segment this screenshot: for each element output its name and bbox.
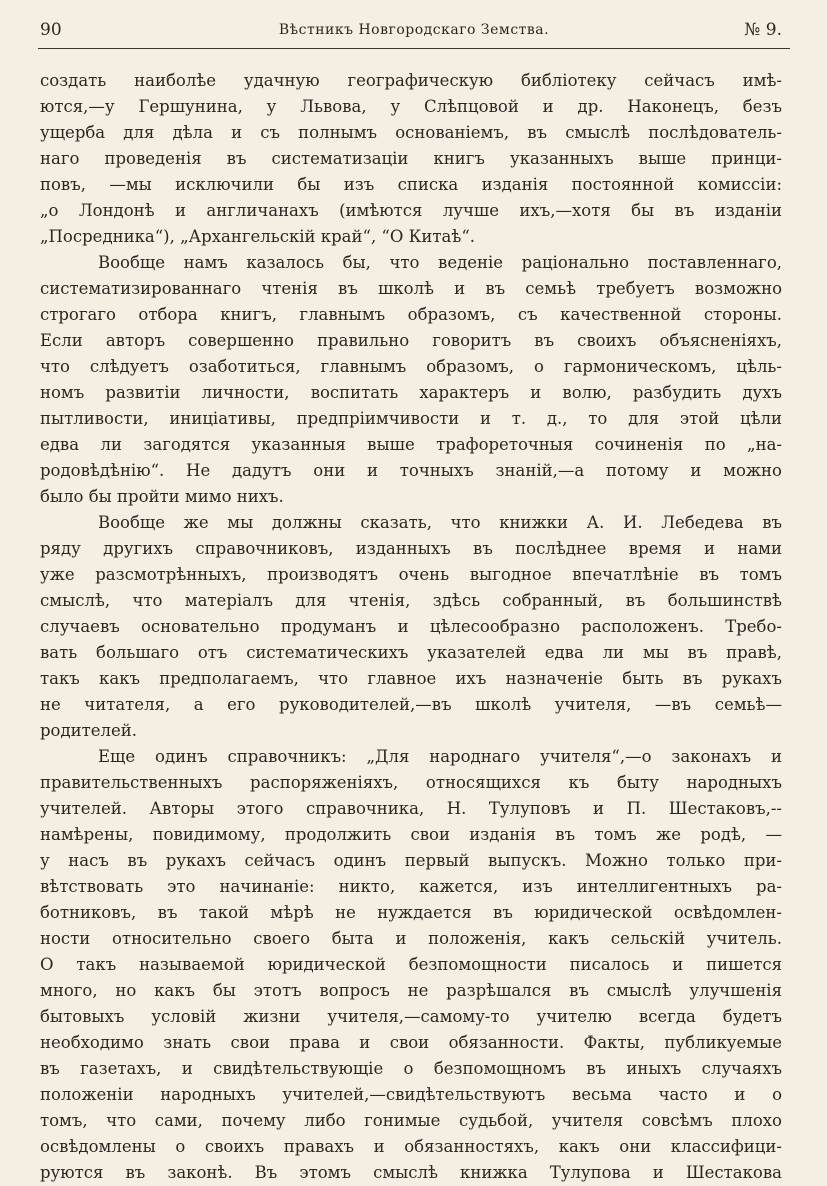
text-line: Вообще же мы должны сказать, что книжки А. И. Лебедева въ xyxy=(98,513,782,532)
text-line: ются,—у Гершунина, у Львова, у Слѣпцовой и др. Наконецъ, безъ xyxy=(40,97,782,116)
text-line: въ газетахъ, и свидѣтельствующіе о безпомощномъ въ иныхъ случаяхъ xyxy=(40,1059,782,1078)
text-line: не читателя, а его руководителей,—въ школѣ учителя, —въ семьѣ— xyxy=(40,695,782,714)
text-line: смыслѣ, что матеріалъ для чтенія, здѣсь собранный, въ большинствѣ xyxy=(40,591,782,610)
page-number: 90 xyxy=(40,20,62,40)
text-line: вать большаго отъ систематическихъ указателей едва ли мы въ правѣ, xyxy=(40,643,782,662)
text-line: было бы пройти мимо нихъ. xyxy=(40,487,284,506)
text-line: ности относительно своего быта и положенія, какъ сельскій учитель. xyxy=(40,929,782,948)
text-line: бытовыхъ условій жизни учителя,—самому-то учителю всегда будетъ xyxy=(40,1007,782,1026)
text-line: ущерба для дѣла и съ полнымъ основаніемъ, въ смыслѣ послѣдователь- xyxy=(40,123,782,142)
text-line: правительственныхъ распоряженіяхъ, относящихся къ быту народныхъ xyxy=(40,773,782,792)
text-line: Если авторъ совершенно правильно говоритъ въ своихъ объясненіяхъ, xyxy=(40,331,782,350)
text-line: создать наиболѣе удачную географическую библіотеку сейчасъ имѣ- xyxy=(40,71,782,90)
text-line: наго проведенія въ систематизаціи книгъ указанныхъ выше принци- xyxy=(40,149,782,168)
text-line: Еще одинъ справочникъ: „Для народнаго учителя“,—о законахъ и xyxy=(98,747,782,766)
text-line: номъ развитіи личности, воспитать характеръ и волю, разбудить духъ xyxy=(40,383,782,402)
text-line: освѣдомлены о своихъ правахъ и обязанностяхъ, какъ они классифици- xyxy=(40,1137,782,1156)
text-line: „о Лондонѣ и англичанахъ (имѣются лучше ихъ,—хотя бы въ изданіи xyxy=(40,201,782,220)
article-body xyxy=(40,68,782,1186)
text-line: уже разсмотрѣнныхъ, производятъ очень выгодное впечатлѣніе въ томъ xyxy=(40,565,782,584)
text-line: повъ, —мы исключили бы изъ списка изданія постоянной комиссіи: xyxy=(40,175,782,194)
text-line: много, но какъ бы этотъ вопросъ не разрѣшался въ смыслѣ улучшенія xyxy=(40,981,782,1000)
text-line: ботниковъ, въ такой мѣрѣ не нуждается въ юридической освѣдомлен- xyxy=(40,903,782,922)
text-line: учителей. Авторы этого справочника, Н. Тулуповъ и П. Шестаковъ,-- xyxy=(40,799,782,818)
text-line: случаевъ основательно продуманъ и цѣлесообразно расположенъ. Требо- xyxy=(40,617,782,636)
text-line: необходимо знать свои права и свои обязанности. Факты, публикуемые xyxy=(40,1033,782,1052)
text-line: „Посредника“), „Архангельскій край“, “О Китаѣ“. xyxy=(40,227,476,246)
text-line: родителей. xyxy=(40,721,138,740)
journal-title: Вѣстникъ Новгородскаго Земства. xyxy=(278,22,550,38)
text-line: у насъ въ рукахъ сейчасъ одинъ первый выпускъ. Можно только при- xyxy=(40,851,782,870)
text-line: ряду другихъ справочниковъ, изданныхъ въ послѣднее время и нами xyxy=(40,539,782,558)
text-line: строгаго отбора книгъ, главнымъ образомъ, съ качественной стороны. xyxy=(40,305,782,324)
text-line: родовѣдѣнію“. Не дадутъ они и точныхъ знаній,—а потому и можно xyxy=(40,461,782,480)
text-line: вѣтствовать это начинаніе: никто, кажется, изъ интеллигентныхъ ра- xyxy=(40,877,782,896)
text-line: Вообще намъ казалось бы, что веденіе раціонально поставленнаго, xyxy=(98,253,782,272)
issue-number: № 9. xyxy=(744,20,782,40)
text-line: О такъ называемой юридической безпомощности писалось и пишется xyxy=(40,955,782,974)
text-line: пытливости, иниціативы, предпріимчивости и т. д., то для этой цѣли xyxy=(40,409,782,428)
text-line: положеніи народныхъ учителей,—свидѣтельствуютъ весьма часто и о xyxy=(40,1085,782,1104)
text-line: намѣрены, повидимому, продолжить свои изданія въ томъ же родѣ, — xyxy=(40,825,782,844)
text-line: томъ, что сами, почему либо гонимые судьбой, учителя совсѣмъ плохо xyxy=(40,1111,782,1130)
running-header xyxy=(38,18,790,49)
text-line: что слѣдуетъ озаботиться, главнымъ образомъ, о гармоническомъ, цѣль- xyxy=(40,357,782,376)
text-line: такъ какъ предполагаемъ, что главное ихъ назначеніе быть въ рукахъ xyxy=(40,669,782,688)
text-line: едва ли загодятся указанныя выше трафореточныя сочиненія по „на- xyxy=(40,435,782,454)
text-line: руются въ законѣ. Въ этомъ смыслѣ книжка Тулупова и Шестакова xyxy=(40,1163,782,1182)
text-line: систематизированнаго чтенія въ школѣ и въ семьѣ требуетъ возможно xyxy=(40,279,782,298)
